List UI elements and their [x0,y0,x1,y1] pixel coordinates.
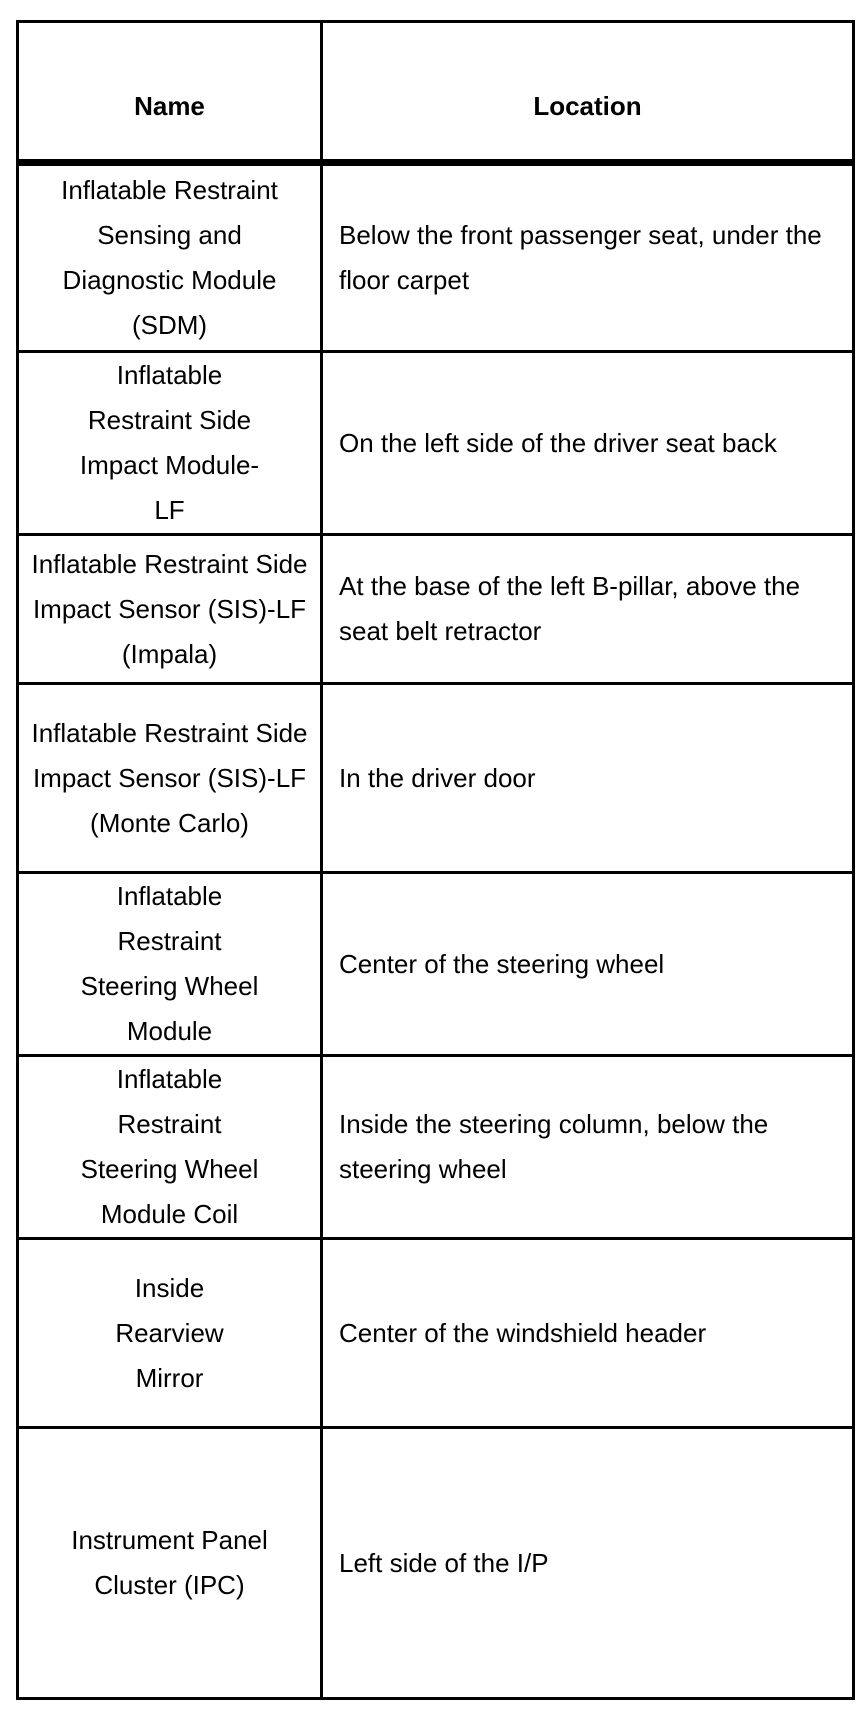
table-body [18,163,854,1699]
table-row [18,352,854,535]
component-name-cell: Inflatable Restraint Side Impact Module-LF [18,352,322,535]
table-header [18,22,854,163]
component-name-cell: Inflatable Restraint Steering Wheel Module Coil [18,1056,322,1239]
component-name-cell: Inflatable Restraint Sensing and Diagnostic Module (SDM) [18,163,322,352]
column-header-name: Name [18,22,322,163]
component-location-cell: Center of the steering wheel [322,873,854,1056]
component-location-cell: In the driver door [322,684,854,873]
component-location-cell: Left side of the I/P [322,1428,854,1699]
table-row [18,1056,854,1239]
component-name-cell: Instrument Panel Cluster (IPC) [18,1428,322,1699]
component-location-cell: On the left side of the driver seat back [322,352,854,535]
component-location-cell: Below the front passenger seat, under the floor carpet [322,163,854,352]
component-name-cell: Inflatable Restraint Side Impact Sensor (SIS)-LF (Monte Carlo) [18,684,322,873]
header-row [18,22,854,163]
table-row [18,163,854,352]
component-location-table [16,20,855,1700]
table-row [18,535,854,684]
table-row [18,684,854,873]
component-location-cell: Inside the steering column, below the steering wheel [322,1056,854,1239]
component-name-cell: Inside Rearview Mirror [18,1239,322,1428]
component-location-cell: Center of the windshield header [322,1239,854,1428]
component-name-cell: Inflatable Restraint Steering Wheel Module [18,873,322,1056]
component-location-table-container [16,20,852,1700]
column-header-location: Location [322,22,854,163]
component-name-cell: Inflatable Restraint Side Impact Sensor (SIS)-LF (Impala) [18,535,322,684]
table-row [18,1428,854,1699]
component-location-cell: At the base of the left B-pillar, above the seat belt retractor [322,535,854,684]
table-row [18,873,854,1056]
table-row [18,1239,854,1428]
